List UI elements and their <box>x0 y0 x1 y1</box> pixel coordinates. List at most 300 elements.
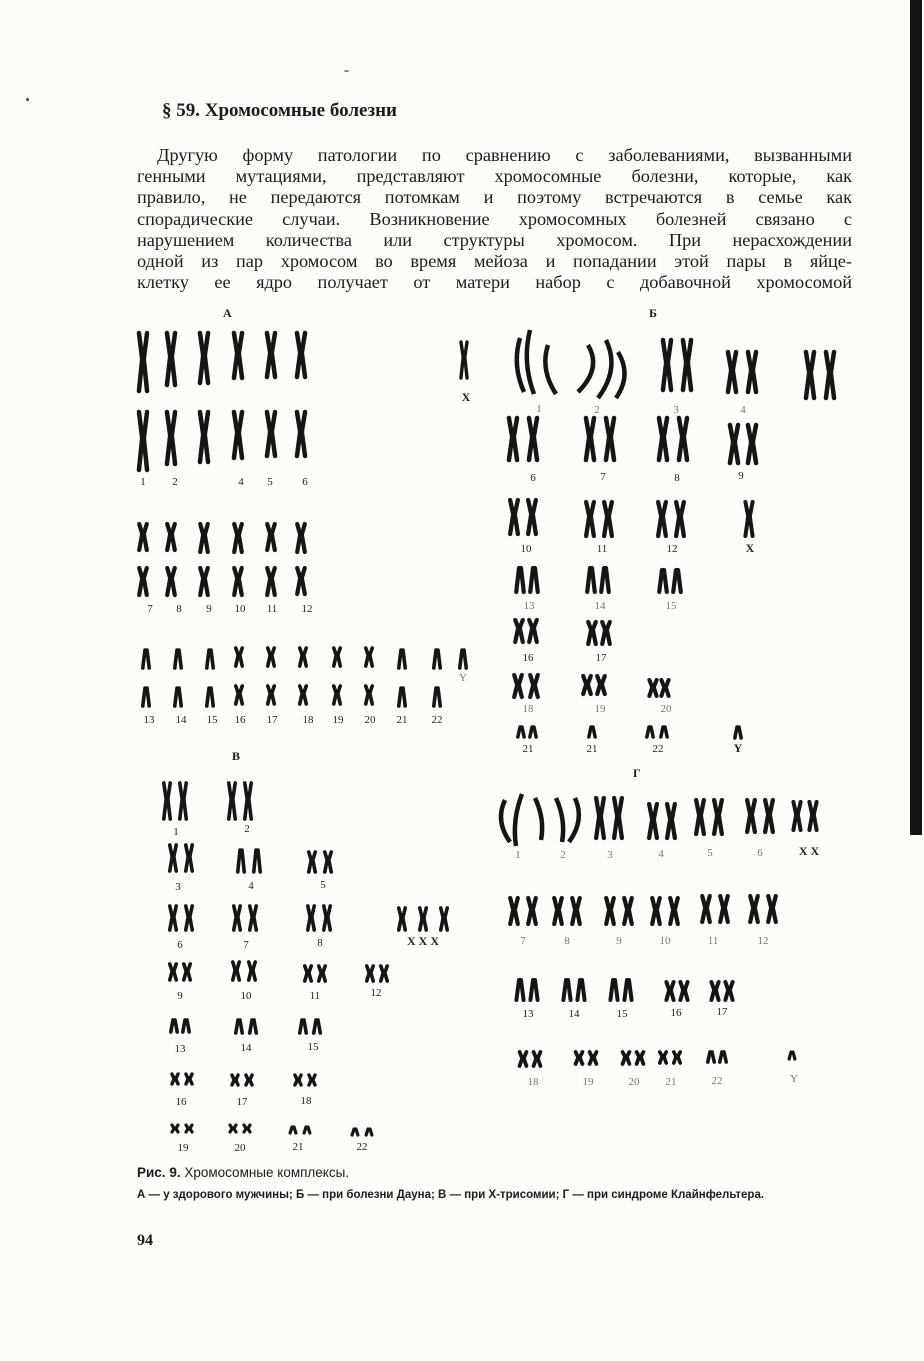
chromatid-arm <box>538 1058 541 1066</box>
chromosome <box>232 1075 238 1085</box>
chromatid-arm <box>510 910 513 924</box>
chromatid-arm <box>596 798 599 816</box>
chromatid-arm <box>144 578 147 595</box>
panel-letter-v: В <box>232 749 241 763</box>
chromatid-arm <box>563 980 566 1000</box>
chromatid-arm <box>657 910 660 924</box>
chromatid-arm <box>789 1052 791 1059</box>
chromatid-arm <box>176 1129 178 1133</box>
chromosome-label: 9 <box>616 935 622 947</box>
chromosome-label: 11 <box>707 935 719 947</box>
chromosome-label: 15 <box>616 1008 628 1020</box>
chromatid-arm <box>527 330 534 394</box>
chromatid-arm <box>250 1080 252 1085</box>
chromosome <box>200 412 208 462</box>
chromatid-arm <box>438 650 440 668</box>
chromosome-label: 10 <box>659 935 671 947</box>
chromatid-arm <box>688 340 691 363</box>
chromatid-arm <box>172 333 175 356</box>
chromatid-arm <box>272 353 275 377</box>
chromosome <box>597 676 605 694</box>
chromatid-arm <box>324 917 326 930</box>
chromatid-arm <box>174 917 176 930</box>
chromosome-label: 11 <box>266 603 278 615</box>
chromatid-arm <box>352 1129 354 1135</box>
chromatid-arm <box>239 412 242 433</box>
chromatid-arm <box>246 1080 248 1085</box>
chromosome <box>750 896 758 922</box>
chromatid-arm <box>811 373 814 398</box>
chromosome-label: 16 <box>175 1096 187 1108</box>
chromosome-drawings <box>139 330 834 1135</box>
chromatid-arm <box>300 1020 302 1033</box>
chromatid-arm <box>334 693 336 704</box>
chromatid-arm <box>297 578 300 594</box>
chromosome-group-1-2 <box>501 794 579 846</box>
chromatid-arm <box>614 816 617 838</box>
chromatid-arm <box>268 693 270 704</box>
chromatid-arm <box>530 727 532 737</box>
chromatid-arm <box>602 630 605 644</box>
chromatid-arm <box>569 798 579 842</box>
chromatid-arm <box>683 363 686 391</box>
chromosome-label: 8 <box>674 472 680 484</box>
chromatid-arm <box>253 970 255 980</box>
chromosome <box>246 1075 252 1085</box>
chromosome-label: 6 <box>530 472 536 484</box>
chromosome <box>268 648 274 666</box>
chromatid-arm <box>629 910 632 924</box>
chromosome <box>728 352 736 392</box>
paragraph-line: генными мутациями, представляют хромосомные болезни, которые, как <box>137 166 852 187</box>
chromatid-arm <box>312 917 314 930</box>
chromatid-arm <box>515 628 518 642</box>
chromosome-labels <box>140 390 819 1154</box>
chromatid-arm <box>583 684 586 694</box>
chromatid-arm <box>793 1052 795 1059</box>
chromatid-arm <box>702 908 705 922</box>
chromatid-arm <box>572 910 575 924</box>
chromosome-label: 22 <box>652 743 664 755</box>
chromatid-arm <box>172 356 175 385</box>
chromosome-label: 14 <box>594 600 606 612</box>
chromatid-arm <box>627 1057 630 1064</box>
chromosome <box>238 850 244 872</box>
chromosome-label: 4 <box>248 880 254 892</box>
chromatid-arm <box>678 1056 680 1063</box>
chromatid-arm <box>308 1127 310 1133</box>
chromatid-arm <box>826 373 829 398</box>
chromosome <box>297 412 305 456</box>
chromosome <box>180 783 186 819</box>
chromosome <box>334 686 340 704</box>
chromatid-arm <box>205 333 208 356</box>
chromatid-arm <box>176 1079 178 1084</box>
chromosome-label: 2 <box>594 404 600 416</box>
chromatid-arm <box>174 857 176 871</box>
chromosome <box>139 412 147 470</box>
chromosome-label: 21 <box>522 743 534 755</box>
chromosome <box>297 333 305 377</box>
chromosome-label: 13 <box>174 1043 186 1055</box>
chromatid-arm <box>371 973 373 981</box>
chromatid-arm <box>180 783 182 799</box>
chromosome <box>267 524 275 550</box>
chromosome <box>714 800 722 834</box>
chromatid-arm <box>229 799 231 819</box>
chromatid-arm <box>587 568 590 592</box>
chromosome-label: 10 <box>520 543 532 555</box>
chromatid-arm <box>299 1080 301 1085</box>
chromatid-arm <box>190 917 192 930</box>
chromatid-arm <box>309 973 311 981</box>
chromosome <box>183 1020 189 1032</box>
chromatid-arm <box>515 514 518 534</box>
chromosome <box>745 502 752 536</box>
chromatid-arm <box>720 1052 722 1062</box>
chromosome-label: 12 <box>757 935 769 947</box>
chromosome-label: 20 <box>660 703 672 715</box>
paragraph-line: нарушением количества или структуры хромосом. При нерасхождении <box>137 229 852 250</box>
chromatid-arm <box>683 340 686 363</box>
chromatid-arm <box>308 917 310 930</box>
chromatid-arm <box>661 687 664 696</box>
chromosome <box>518 727 524 737</box>
chromatid-arm <box>671 990 674 1000</box>
chromosome <box>520 1052 527 1066</box>
chromosome-label: 16 <box>234 714 246 726</box>
chromatid-arm <box>172 412 175 435</box>
chromatid-arm <box>528 500 531 514</box>
chromatid-arm <box>593 630 596 644</box>
chromatid-arm <box>733 370 736 392</box>
chromatid-arm <box>381 973 383 981</box>
chromatid-arm <box>652 910 655 924</box>
chromosome <box>659 418 667 460</box>
chromatid-arm <box>313 860 315 872</box>
chromatid-arm <box>139 359 142 391</box>
chromatid-arm <box>139 534 142 550</box>
chromatid-arm <box>688 363 691 391</box>
chromatid-arm <box>826 352 829 373</box>
chromatid-arm <box>753 425 756 442</box>
chromosome <box>175 650 181 668</box>
chromosome <box>516 980 523 1000</box>
chromatid-arm <box>167 333 170 356</box>
chromatid-arm <box>664 437 667 460</box>
chromatid-arm <box>624 910 627 924</box>
chromatid-arm <box>445 918 447 930</box>
chromatid-arm <box>750 908 753 922</box>
chromosome-label: 18 <box>527 1076 539 1088</box>
chromatid-arm <box>747 800 750 814</box>
chromosome-label: 13 <box>523 600 535 612</box>
chromatid-arm <box>528 514 531 534</box>
chromosome <box>702 896 710 922</box>
chromatid-arm <box>249 783 251 799</box>
chromosome-label: 19 <box>332 714 344 726</box>
chromosome <box>184 964 190 980</box>
chromatid-arm <box>661 727 663 737</box>
chromatid-arm <box>304 693 306 704</box>
figure-caption <box>137 1165 349 1180</box>
chromatid-arm <box>674 1056 676 1063</box>
chromatid-arm <box>179 650 181 668</box>
chromosome <box>245 783 251 819</box>
chromatid-arm <box>174 971 176 980</box>
chromosome <box>290 1127 296 1133</box>
chromosome-label: 6 <box>177 939 183 951</box>
chromosome <box>510 898 518 924</box>
chromatid-arm <box>300 693 302 704</box>
chromosome-label: Y <box>790 1073 798 1085</box>
chromosome <box>230 1125 236 1132</box>
chromosome <box>352 1129 358 1135</box>
chromosome-label: 5 <box>707 847 713 859</box>
chromatid-arm <box>586 418 589 437</box>
chromosome-label: 20 <box>628 1076 640 1088</box>
chromosome-label: 3 <box>673 404 679 416</box>
chromatid-arm <box>356 1129 358 1135</box>
chromatid-arm <box>302 353 305 377</box>
chromatid-arm <box>272 655 274 666</box>
chromatid-arm <box>679 437 682 460</box>
chromosome <box>164 783 170 819</box>
chromatid-arm <box>664 418 667 437</box>
chromatid-arm <box>254 850 256 872</box>
chromatid-arm <box>328 917 330 930</box>
paragraph-line: спорадические случаи. Возникновение хромосомных болезней связано с <box>137 208 852 229</box>
chromatid-arm <box>366 1129 368 1135</box>
chromosome <box>659 570 667 592</box>
chromatid-arm <box>248 1129 250 1133</box>
chromatid-arm <box>403 918 405 930</box>
chromatid-arm <box>403 650 405 668</box>
chromatid-arm <box>748 352 751 370</box>
chromatid-arm <box>434 650 436 668</box>
chromosome-label: 17 <box>595 652 607 664</box>
chromatid-arm <box>302 535 305 552</box>
chromatid-arm <box>325 860 327 872</box>
chromatid-arm <box>245 783 247 799</box>
chromatid-arm <box>719 800 722 815</box>
chromatid-arm <box>190 857 192 871</box>
chromosome <box>588 622 596 644</box>
chromosome <box>366 686 372 704</box>
chromosome-label: 16 <box>670 1007 682 1019</box>
chromosome <box>234 568 242 595</box>
chromatid-arm <box>658 502 661 516</box>
chromatid-arm <box>254 917 256 930</box>
chromatid-arm <box>619 798 622 816</box>
chromatid-arm <box>623 1057 626 1064</box>
chromatid-arm <box>660 1056 662 1063</box>
chromatid-arm <box>233 783 235 799</box>
chromosome <box>434 688 440 706</box>
chromosome <box>711 982 718 1000</box>
chromatid-arm <box>172 1129 174 1133</box>
chromatid-arm <box>768 908 771 922</box>
chromatid-arm <box>290 1127 292 1133</box>
chromatid-arm <box>461 342 463 357</box>
chromatid-arm <box>184 971 186 980</box>
chromosome <box>516 568 524 592</box>
chromatid-arm <box>175 688 177 706</box>
chromatid-arm <box>238 850 240 872</box>
chromatid-arm <box>233 799 235 819</box>
chromatid-arm <box>510 500 513 514</box>
chromatid-arm <box>234 433 237 458</box>
chromosome <box>708 1052 714 1062</box>
chromatid-arm <box>601 568 604 592</box>
chromatid-arm <box>232 1080 234 1085</box>
chromosome <box>461 342 467 378</box>
chromatid-arm <box>559 910 562 924</box>
chromosome-label: 1 <box>536 403 542 415</box>
chromosome <box>249 962 255 980</box>
chromosome-label: 18 <box>300 1095 312 1107</box>
chromatid-arm <box>205 412 208 435</box>
chromatid-arm <box>664 1056 666 1063</box>
chromatid-arm <box>765 800 768 814</box>
chromatid-arm <box>607 630 610 644</box>
chromosome-label: 4 <box>238 476 244 488</box>
chromatid-arm <box>601 816 604 838</box>
chromatid-arm <box>515 500 518 514</box>
chromosome <box>530 568 538 592</box>
chromosome <box>528 500 536 534</box>
chromosome-label: 6 <box>757 847 763 859</box>
chromosome <box>661 727 667 737</box>
chromosome <box>250 1020 256 1033</box>
chromatid-arm <box>609 516 612 536</box>
chromatid-arm <box>302 578 305 594</box>
chromatid-arm <box>229 783 231 799</box>
chromatid-arm <box>610 980 613 1000</box>
chromatid-arm <box>753 442 756 463</box>
chromosome <box>534 1052 541 1066</box>
chromosome <box>441 908 447 930</box>
chromosome <box>300 1020 306 1033</box>
chromatid-arm <box>147 650 149 668</box>
chromatid-arm <box>534 628 537 642</box>
chromatid-arm <box>211 688 213 706</box>
chromatid-arm <box>338 693 340 704</box>
chromosome-label: 14 <box>175 714 187 726</box>
chromosome-label: 12 <box>301 603 313 615</box>
chromatid-arm <box>728 352 731 370</box>
chromatid-arm <box>366 693 368 704</box>
figure-caption-title: Хромосомные комплексы. <box>184 1165 350 1180</box>
chromatid-arm <box>651 727 653 737</box>
chromosome-label: 8 <box>564 935 570 947</box>
chromosome <box>658 502 666 536</box>
chromatid-arm <box>770 814 773 832</box>
chromosome <box>172 1125 178 1132</box>
chromatid-arm <box>806 352 809 373</box>
chromosome <box>244 1125 250 1132</box>
chromosome-label: 19 <box>594 703 606 715</box>
chromosome <box>304 1127 310 1133</box>
chromatid-arm <box>735 425 738 442</box>
chromosome <box>530 980 537 1000</box>
chromosome-label: 16 <box>522 652 534 664</box>
chromatid-arm <box>591 418 594 437</box>
chromatid-arm <box>385 973 387 981</box>
chromatid-arm <box>676 502 679 516</box>
chromatid-arm <box>254 1020 256 1033</box>
chromosome <box>236 1020 242 1033</box>
chromatid-arm <box>533 500 536 514</box>
chromosome-label: 18 <box>522 703 534 715</box>
chromatid-arm <box>186 1079 188 1084</box>
chromatid-arm <box>164 783 166 799</box>
chromatid-arm <box>629 980 632 1000</box>
chromatid-arm <box>258 850 260 872</box>
chromatid-arm <box>234 578 237 595</box>
chromatid-arm <box>602 684 605 694</box>
chromatid-arm <box>267 333 270 353</box>
chromatid-arm <box>237 970 239 980</box>
chromatid-arm <box>309 1080 311 1085</box>
chromatid-arm <box>211 650 213 668</box>
chromatid-arm <box>240 1020 242 1033</box>
chromatid-arm <box>272 534 275 550</box>
chromatid-arm <box>240 693 242 704</box>
chromatid-arm <box>616 352 625 398</box>
chromosome-label: 9 <box>206 603 212 615</box>
chromatid-arm <box>594 1057 597 1064</box>
chromatid-arm <box>179 688 181 706</box>
chromatid-arm <box>272 432 275 456</box>
chromosome <box>554 898 562 924</box>
chromosome-label: 14 <box>568 1008 580 1020</box>
chromatid-arm <box>267 534 270 550</box>
chromosome <box>649 804 657 838</box>
chromatid-arm <box>267 432 270 456</box>
chromatid-arm <box>240 655 242 666</box>
chromatid-arm <box>186 857 188 871</box>
chromatid-arm <box>675 910 678 924</box>
chromosome <box>309 852 315 872</box>
chromosome <box>297 568 305 594</box>
chromosome <box>725 982 732 1000</box>
chromatid-arm <box>167 356 170 385</box>
chromatid-arm <box>712 1052 714 1062</box>
chromatid-arm <box>230 1129 232 1133</box>
chromatid-arm <box>267 353 270 377</box>
chromosome-label: 2 <box>560 849 566 861</box>
chromatid-arm <box>167 534 170 550</box>
chromosome <box>673 570 681 592</box>
chromatid-arm <box>187 1020 189 1032</box>
chromatid-arm <box>663 502 666 516</box>
chromatid-arm <box>464 650 466 668</box>
chromatid-arm <box>144 438 147 470</box>
chromatid-arm <box>207 688 209 706</box>
chromatid-arm <box>510 514 513 534</box>
chromosome-label: 13 <box>143 714 155 726</box>
chromatid-arm <box>745 502 748 516</box>
chromosome <box>295 1075 301 1085</box>
chromosome <box>509 418 517 460</box>
chromatid-arm <box>588 630 591 644</box>
chromatid-arm <box>529 628 532 642</box>
figure-number: Рис. 9. <box>137 1165 181 1180</box>
chromatid-arm <box>708 1052 710 1062</box>
chromosome <box>679 418 687 460</box>
chromatid-arm <box>670 910 673 924</box>
